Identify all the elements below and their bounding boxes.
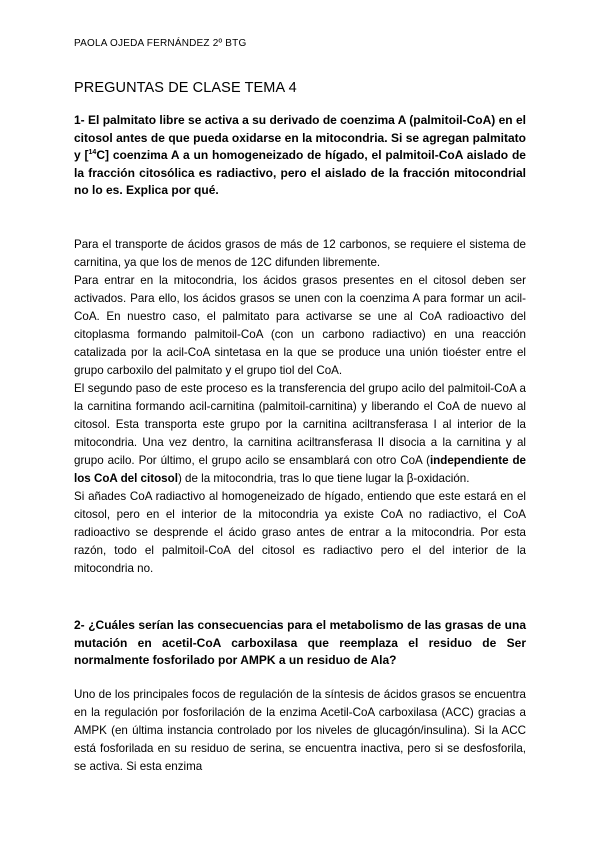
author-header: PAOLA OJEDA FERNÁNDEZ 2º BTG — [74, 38, 247, 49]
question-2: 2- ¿Cuáles serían las consecuencias para el metabolismo de las grasas de una mutación en acetil-CoA carboxilasa que reemplaza el residuo de Ser normalmente fosforilado por AMPK a un residuo de Ala? — [74, 618, 526, 667]
question-1-part1: 1- El palmitato libre se activa a su derivado de coenzima A (palmitoil-CoA) en el citosol antes de que pueda oxidarse en la mitocondria. Si se agregan palmitato y [ — [74, 113, 526, 162]
answer-1 — [74, 236, 526, 578]
answer-1-p3-bold: independiente de los CoA del citosol — [74, 454, 526, 485]
question-1 — [74, 112, 526, 200]
answer-1-paragraph-3 — [74, 380, 526, 488]
page-title: PREGUNTAS DE CLASE TEMA 4 — [74, 80, 297, 96]
answer-1-p3-text-a: El segundo paso de este proceso es la transferencia del grupo acilo del palmitoil-CoA a la carnitina formando acil-carnitina (palmitoil-carnitina) y liberando el CoA de nuevo al citosol. Esta transporta este grupo por la carnitina aciltransferasa I al interior de la mitocondria. Una vez dentro, la carnitina aciltransferasa II disocia a la carnitina y al grupo acilo. Por último, el grupo acilo se ensamblará con otro CoA ( — [74, 382, 526, 467]
answer-1-paragraph-2: Para entrar en la mitocondria, los ácidos grasos presentes en el citosol deben ser activados. Para ello, los ácidos grasos se unen con la coenzima A para formar un acil-CoA. En nuestro caso, el palmitato para activarse se une al CoA radioactivo del citoplasma formando palmitoil-CoA (con un carbono radiactivo) en una reacción catalizada por la acil-CoA sintetasa en la que se produce una unión tioéster entre el grupo carboxilo del palmitato y el grupo tiol del CoA. — [74, 274, 526, 377]
answer-2 — [74, 686, 526, 776]
answer-2-paragraph-1: Uno de los principales focos de regulación de la síntesis de ácidos grasos se encuentra en la regulación por fosforilación de la enzima Acetil-CoA carboxilasa (ACC) gracias a AMPK (en última instancia controlado por los niveles de glucagón/insulina). Si la ACC está fosforilada en su residuo de serina, se encuentra inactiva, pero si se desfosforila, se activa. Si esta enzima — [74, 688, 526, 773]
answer-1-paragraph-1: Para el transporte de ácidos grasos de más de 12 carbonos, se requiere el sistema de carnitina, ya que los de menos de 12C difunden libremente. — [74, 238, 526, 269]
answer-1-p3-text-b: ) de la mitocondria, tras lo que tiene lugar la β-oxidación. — [177, 472, 470, 485]
isotope-superscript: 14 — [88, 149, 97, 156]
answer-1-paragraph-4: Si añades CoA radiactivo al homogeneizado de hígado, entiendo que este estará en el citosol, pero en el interior de la mitocondria ya existe CoA no radiactivo, el CoA radioactivo se desprende el ácido graso antes de entrar a la mitocondria. Por esta razón, todo el palmitoil-CoA del citosol es radiactivo pero el del interior de la mitocondria no. — [74, 490, 526, 575]
question-1-part2: C] coenzima A a un homogeneizado de hígado, el palmitoil-CoA aislado de la fracción citosólica es radiactivo, pero el aislado de la fracción mitocondrial no lo es. Explica por qué. — [74, 148, 526, 197]
